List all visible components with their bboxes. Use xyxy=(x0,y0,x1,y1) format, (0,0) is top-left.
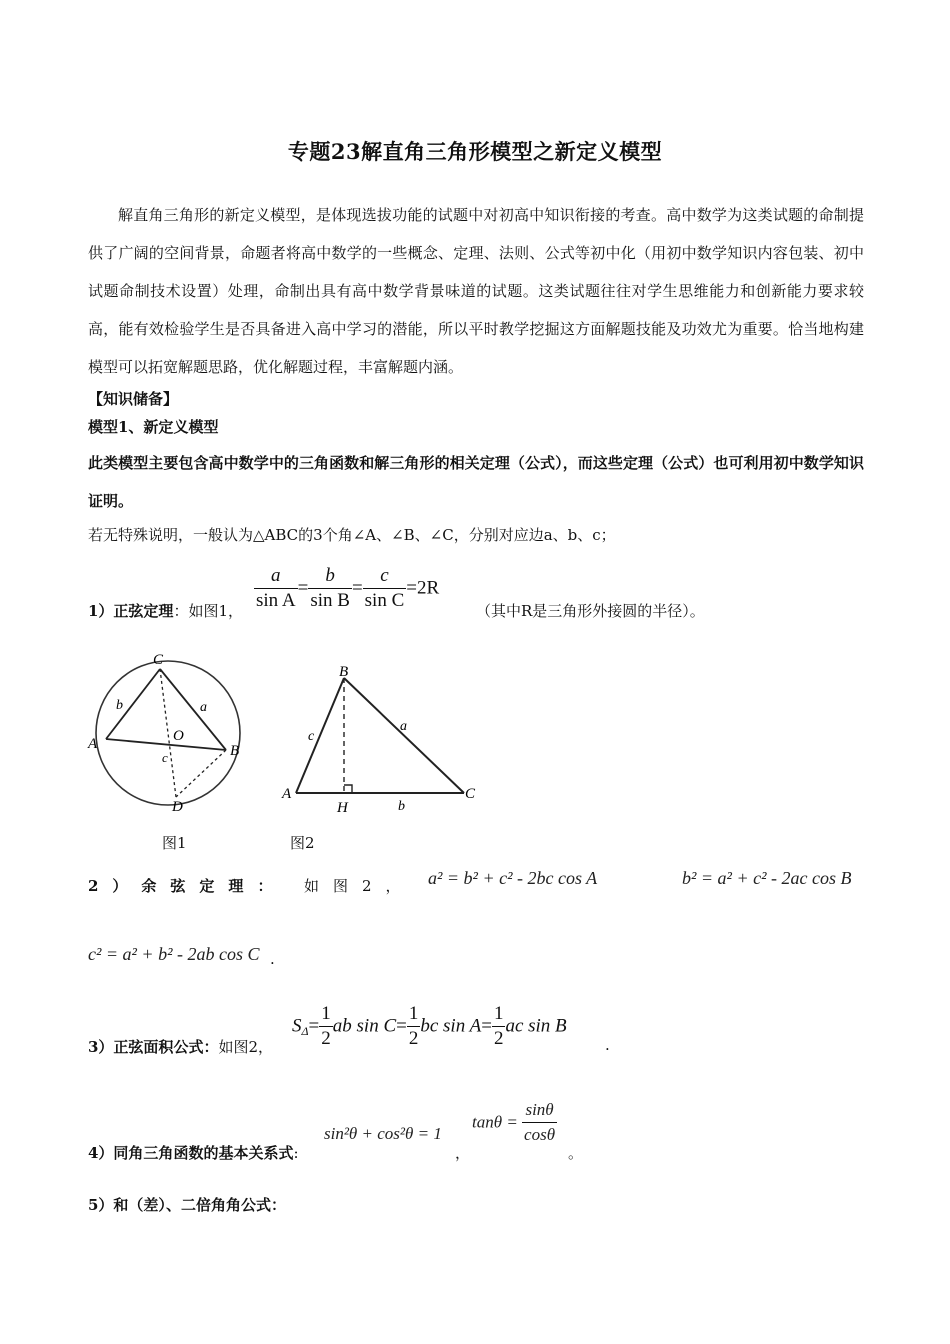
item4-text xyxy=(88,1142,299,1163)
item2-label: 2）余弦定理： xyxy=(88,877,287,895)
cosine-law-c: c² = a² + b² - 2ab cos C xyxy=(88,944,260,964)
fig1-label-a: a xyxy=(200,700,207,715)
area-term2: bc sin A xyxy=(420,1015,482,1037)
item1-label: 1）正弦定理 xyxy=(88,602,174,620)
fig2-label-b: b xyxy=(398,799,405,814)
convention-text: 若无特殊说明，一般认为△ABC的3个角∠A、∠B、∠C，分别对应边a、b、c； xyxy=(88,526,616,544)
fig2-label-A: A xyxy=(282,786,292,802)
item1-text xyxy=(88,600,243,621)
tan-num: sinθ xyxy=(522,1098,557,1123)
fig1-label-C: C xyxy=(153,652,164,668)
fig1-label-B: B xyxy=(230,743,240,759)
item3-tail: . xyxy=(605,1036,610,1054)
half3-num: 1 xyxy=(492,1002,506,1027)
half2-den: 2 xyxy=(408,1028,419,1049)
fig2-label-c: c xyxy=(308,729,315,744)
figure2-triangle-diagram xyxy=(278,660,488,820)
page-title: 专题23解直角三角形模型之新定义模型 xyxy=(287,139,663,164)
tan-lhs: tanθ = xyxy=(472,1112,518,1132)
section-header: 【知识储备】 xyxy=(88,390,179,408)
model-title: 模型1、新定义模型 xyxy=(88,418,219,436)
half3-den: 2 xyxy=(493,1028,504,1049)
intro-paragraph: 解直角三角形的新定义模型，是体现选拔功能的试题中对初高中知识衔接的考查。高中数学为这类试题的命制提供了广阔的空间背景，命题者将高中数学的一些概念、定理、法则、公式等初中化（用初中数学知识内容包装、初中试题命制技术设置）处理，命制出具有高中数学背景味道的试题。这类试题往往对学生思维能力和创新能力要求较高，能有效检验学生是否具备进入高中学习的潜能，所以平时教学挖掘这方面解题技能及功效尤为重要。恰当地构建模型可以拓宽解题思路，优化解题过程，丰富解题内涵。 xyxy=(88,206,864,376)
frac1-den: sin A xyxy=(256,590,296,611)
frac2-num: b xyxy=(308,564,352,589)
item2-ref: 如图2， xyxy=(304,877,415,895)
figure1-caption: 图1 xyxy=(162,834,187,852)
frac1-num: a xyxy=(254,564,298,589)
frac3-den: sin C xyxy=(364,590,405,611)
item1-ref: ：如图1， xyxy=(173,602,243,620)
frac2-den: sin B xyxy=(310,590,350,611)
figure1-circle-diagram xyxy=(82,645,262,820)
side-a xyxy=(160,669,226,750)
item4-sep: ， xyxy=(455,1144,471,1162)
item2-tail: . xyxy=(270,950,275,968)
side-c xyxy=(106,739,226,750)
area-symbol: S xyxy=(292,1015,302,1037)
figure2-caption: 图2 xyxy=(290,834,315,852)
right-angle-mark xyxy=(344,785,352,793)
item4-end: 。 xyxy=(568,1144,584,1162)
side-a xyxy=(344,678,464,793)
frac3-num: c xyxy=(363,564,407,589)
formula-rhs: 2R xyxy=(416,577,440,599)
side-b xyxy=(106,669,160,739)
fig2-label-B: B xyxy=(339,664,349,680)
fig1-label-b: b xyxy=(116,698,123,713)
item5-label: 5）和（差）、二倍角角公式： xyxy=(88,1196,286,1214)
item1-note: （其中R是三角形外接圆的半径）。 xyxy=(476,602,705,620)
cosine-law-a: a² = b² + c² - 2bc cos A xyxy=(428,868,598,888)
item4-colon: : xyxy=(293,1144,299,1162)
area-term1: ab sin C xyxy=(332,1015,397,1037)
item3-text xyxy=(88,1036,273,1057)
cosine-law-b: b² = a² + c² - 2ac cos B xyxy=(682,868,852,888)
half1-num: 1 xyxy=(319,1002,333,1027)
side-c xyxy=(296,678,344,793)
half2-num: 1 xyxy=(407,1002,421,1027)
fig1-label-c: c xyxy=(162,750,168,765)
item3-label: 3）正弦面积公式： xyxy=(88,1038,219,1056)
segment-bd xyxy=(176,750,226,797)
sine-area-formula: $S_\Delta=$ $\frac{1}{2}$ ab sin C= $\frac{1}{2}$ bc sin A= $\frac{1}{2}$ ac sin B xyxy=(292,1003,567,1049)
circumcircle xyxy=(96,661,240,805)
item4-label: 4）同角三角函数的基本关系式 xyxy=(88,1144,294,1162)
half1-den: 2 xyxy=(321,1028,331,1049)
identity-sin-cos: sin²θ + cos²θ = 1 xyxy=(324,1124,442,1143)
fig2-label-a: a xyxy=(400,719,407,734)
tan-den: cosθ xyxy=(524,1125,556,1144)
fig1-label-A: A xyxy=(88,736,98,752)
tan-identity xyxy=(472,1098,557,1147)
area-term3: ac sin B xyxy=(505,1015,567,1037)
item3-ref: 如图2， xyxy=(218,1038,273,1056)
area-delta: Δ xyxy=(301,1023,309,1038)
fig2-label-H: H xyxy=(337,800,348,816)
model-description: 此类模型主要包含高中数学中的三角函数和解三角形的相关定理（公式），而这些定理（公式）也可利用初中数学知识证明。 xyxy=(88,454,864,510)
fig2-label-C: C xyxy=(465,786,476,802)
law-of-sines-formula: $\frac{a}{\text{sin A}}$ = $\frac{b}{\text{sin B}}$ = $\frac{c}{\text{sin C}}$ =2R xyxy=(256,565,440,611)
fig1-label-O: O xyxy=(173,728,184,744)
fig1-label-D: D xyxy=(172,799,183,815)
